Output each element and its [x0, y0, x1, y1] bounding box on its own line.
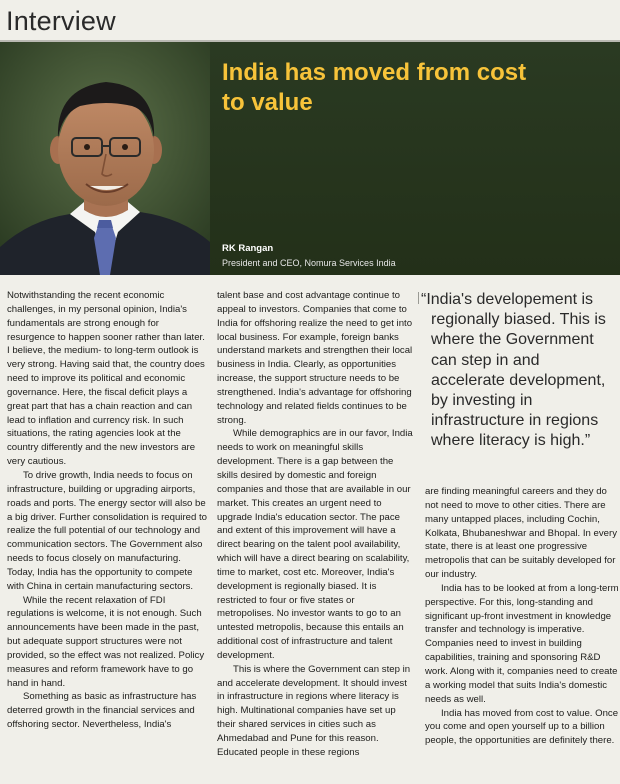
paragraph: While demographics are in our favor, India needs to work on meaningful skills development. There is a gap between the skills desired by domestic and foreign companies and those that are available in our market. This creates an urgent need to upgrade India's education sector. The pace and extent of this improvement will have a direct bearing on the talent pool availability, which will have a direct bearing on scalability, time to market, cost etc. Moreover, India's development is regionally biased. It is restricted to four or five states or metropolises. No investor wants to go to an untested metropolis, because this entails an additional cost of infrastructure and talent development.: [217, 428, 413, 661]
article-column-1: [7, 289, 207, 732]
pull-quote-line: accelerate development,: [431, 371, 606, 389]
pull-quote-line: where the Government: [431, 331, 594, 349]
article-column-2: [217, 289, 413, 760]
portrait-photo: [0, 42, 210, 275]
paragraph: To drive growth, India needs to focus on infrastructure, building or upgrading airports, roads and ports. The energy sector will also be a big driver. Further consolidation is required to realize the full potential of our technology and communication sectors. The Government also needs to focus closely on manufacturing. Today, India has the opportunity to compete with China in certain manufacturing sectors.: [7, 469, 207, 592]
pull-quote-line: where literacy is high.”: [431, 432, 591, 450]
pull-quote-line: infrastructure in regions: [431, 412, 599, 430]
byline-name: RK Rangan: [222, 243, 274, 254]
paragraph: India has moved from cost to value. Once you come and open yourself up to a billion people, the opportunities are definitely there.: [425, 707, 619, 747]
paragraph: talent base and cost advantage continue to appeal to investors. Companies that come to India for offshoring realize the need to get into local business. For example, foreign banks understand markets and strengthen their local business in India. Clearly, as opportunities increase, the support structure needs to be strengthened. India's advantage for offshoring technology and related fields continues to be strong.: [217, 290, 413, 426]
byline-title: President and CEO, Nomura Services India: [222, 258, 396, 268]
section-label: Interview: [6, 6, 116, 36]
section-header: [0, 0, 620, 40]
paragraph: are finding meaningful careers and they do not need to move to other cities. There are many untapped places, including Cochin, Kolkata, Bhubaneshwar and Bhopal. In every state, there is at least one progressive metropolis that can be suitably developed for our industry.: [425, 486, 618, 581]
pull-quote: [421, 290, 617, 452]
pull-quote-line: can step in and: [431, 351, 540, 369]
pull-quote-line: “India's developement is: [421, 291, 594, 308]
paragraph: Notwithstanding the recent economic challenges, in my personal opinion, India's fundamentals are strong enough for resurgence to happen sooner rather than later. I believe, the medium- to long-term outlook is very strong. Having said that, the country does need to improve its political and economic governance. Here, the fiscal deficit plays a great part that has a chain reaction and can lead to inflation and currency risk. In such situations, the rating agencies look at the country differently and the new investors are very cautious.: [7, 290, 205, 468]
paragraph: Something as basic as infrastructure has deterred growth in the financial services and offshoring sector. Nevertheless, India's: [7, 691, 197, 731]
article-column-3: [425, 485, 619, 748]
article-headline: [222, 58, 612, 118]
pull-quote-divider: [418, 292, 419, 304]
paragraph: While the recent relaxation of FDI regulations is welcome, it is not enough. Such announcements have been made in the past, but adequate support structures were not provided, so the effect was not realized. Policy measures and reform framework have to go hand in hand.: [7, 594, 205, 689]
pull-quote-line: regionally biased. This is: [431, 311, 606, 329]
headline-line-1: India has moved from cost: [222, 59, 527, 86]
headline-line-2: to value: [222, 89, 313, 116]
paragraph: This is where the Government can step in and accelerate development. It should invest in infrastructure in regions where literacy is high. Multinational companies have set up their shared services in cities such as Ahmedabad and Pune for this reason. Educated people in these regions: [217, 663, 411, 758]
paragraph: India has to be looked at from a long-term perspective. For this, long-standing and significant up-front investment in knowledge transfer and technology is imperative. Companies need to invest in building capabilities, training and sponsoring R&D work. Along with it, companies need to create a working model that suits India's domestic needs as well.: [425, 582, 619, 705]
pull-quote-line: by investing in: [431, 392, 533, 410]
